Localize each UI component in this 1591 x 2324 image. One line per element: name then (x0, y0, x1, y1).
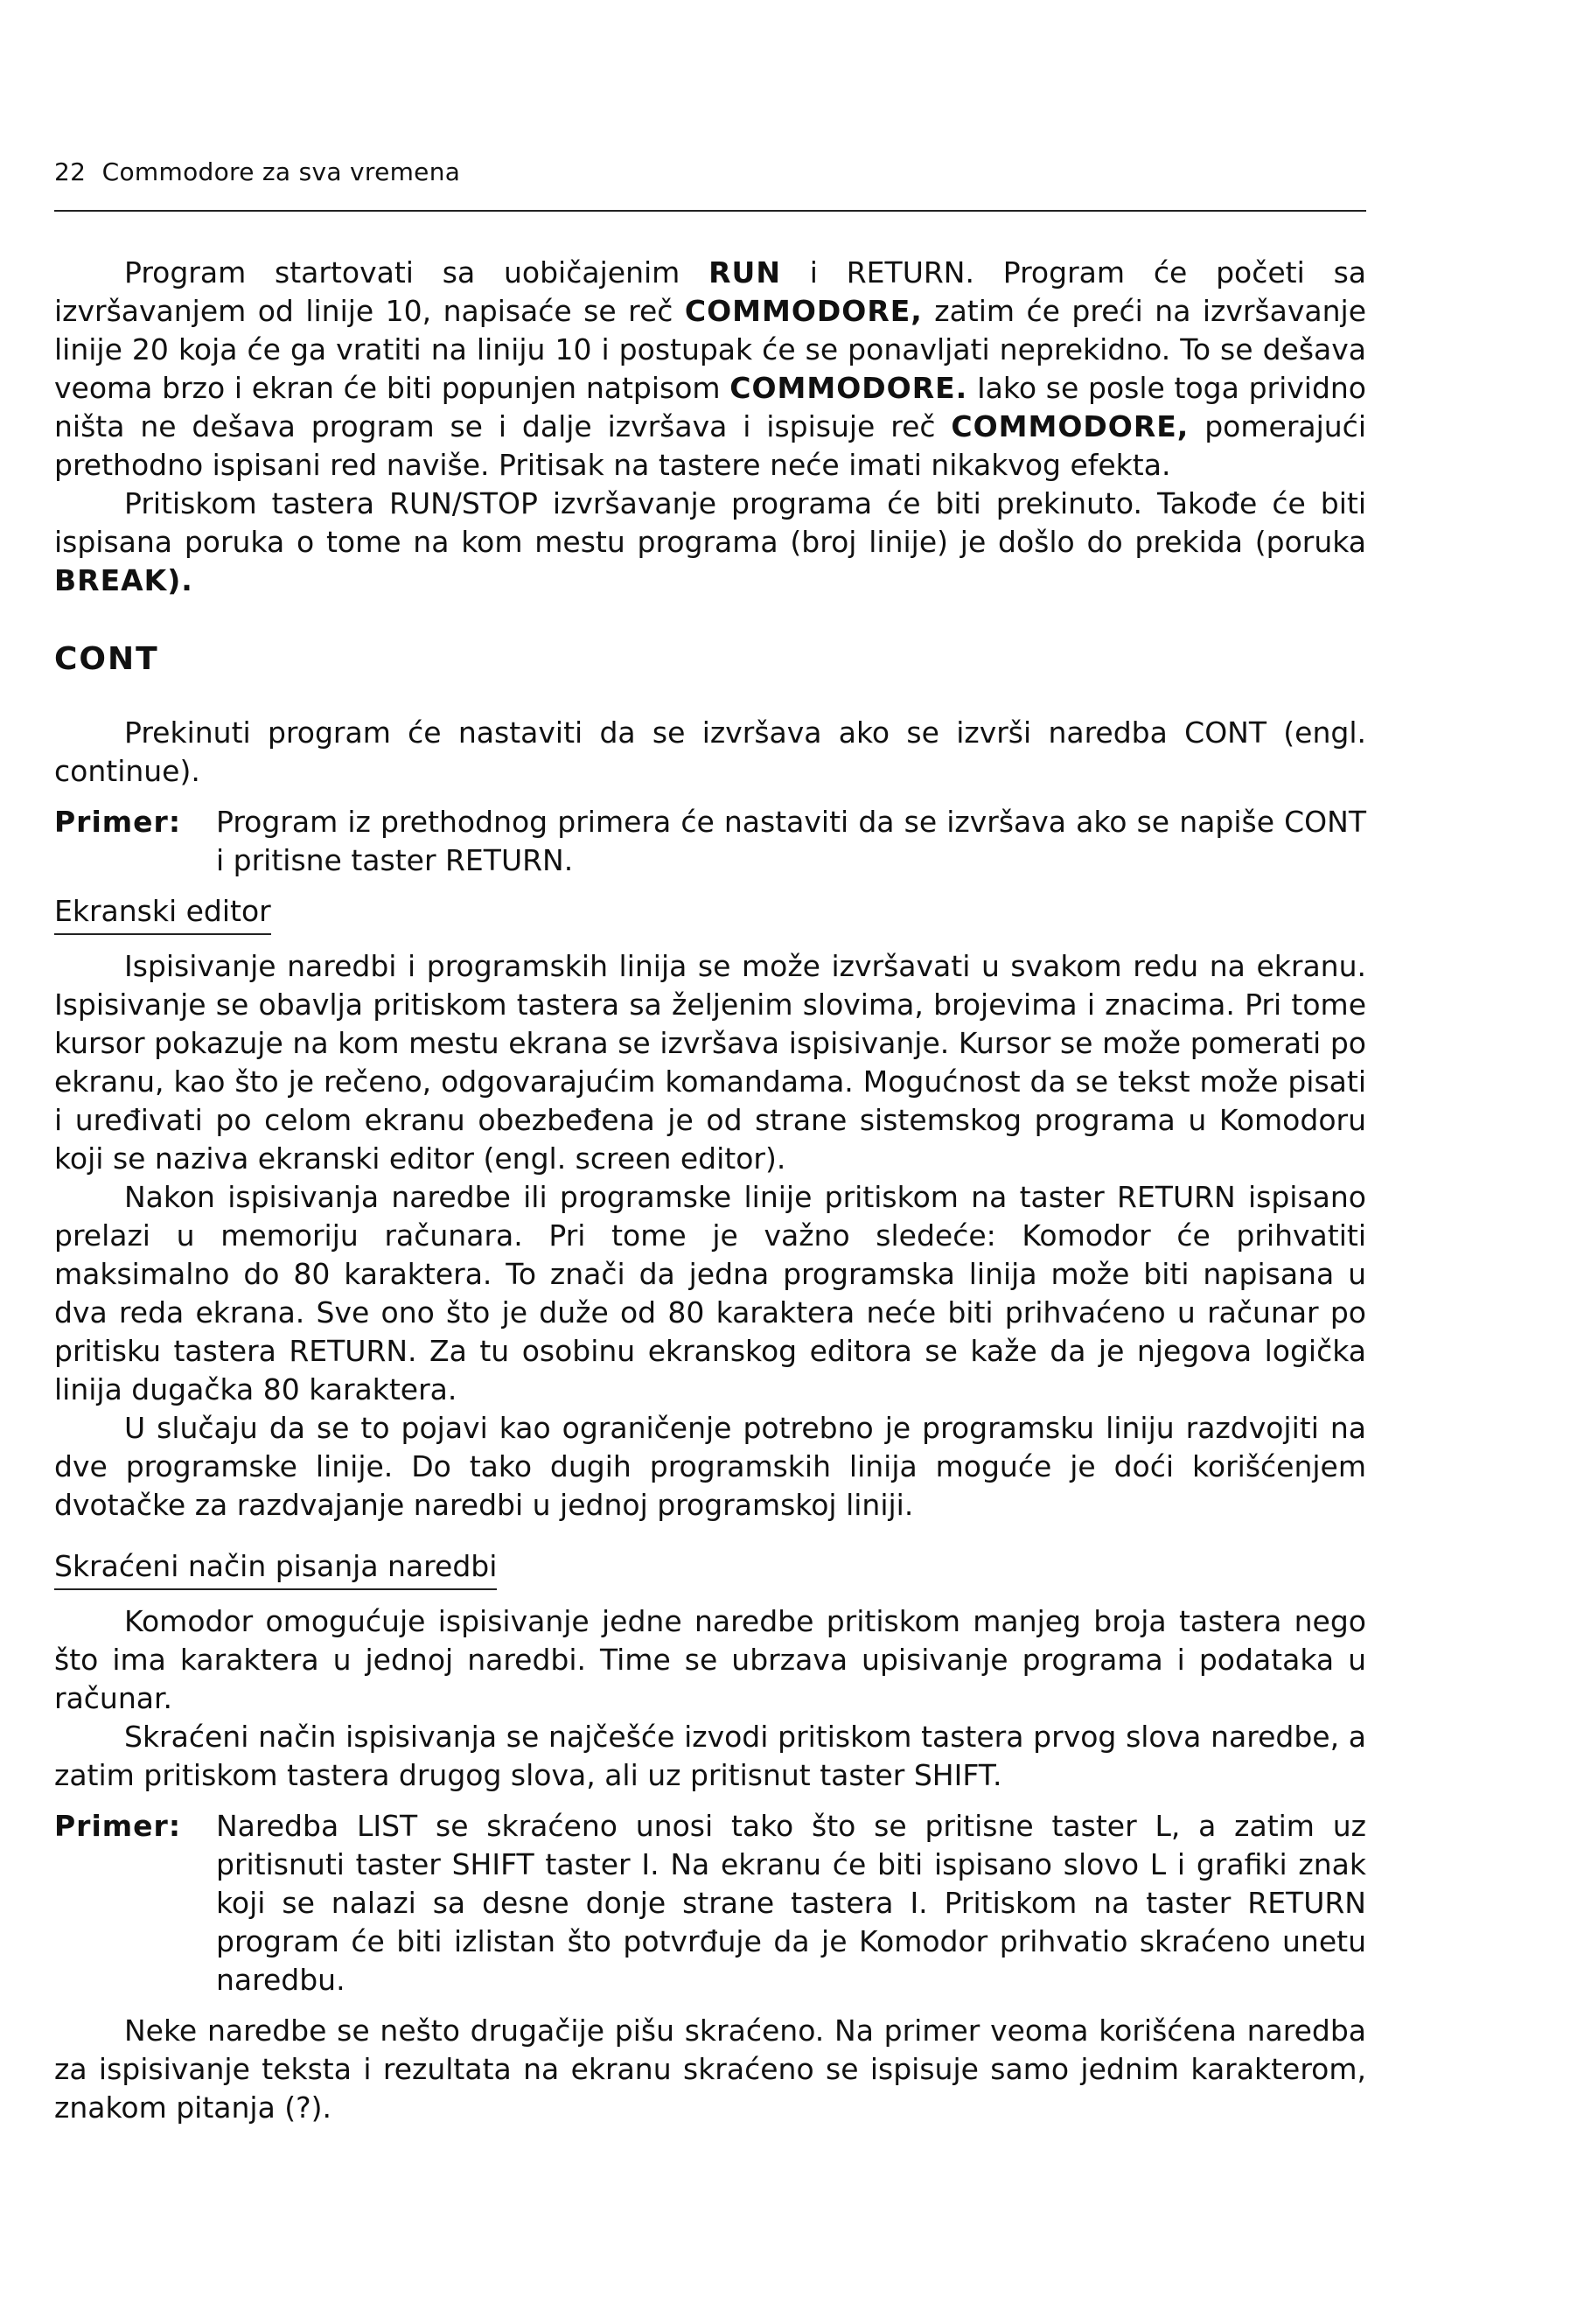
book-title: Commodore za sva vremena (101, 157, 461, 186)
paragraph-run-stop: Pritiskom tastera RUN/STOP izvršavanje programa će biti prekinuto. Takođe će biti ispisana poruka o tome na kom mestu programa (broj linije) je došlo do prekida (poruka BREAK). (54, 486, 1366, 597)
example-label: Primer: (54, 1809, 182, 1843)
section-heading-cont: CONT (54, 641, 159, 677)
paragraph-run-program: Program startovati sa uobičajenim RUN i RETURN. Program će početi sa izvršavanjem od linije 10, napisaće se reč COMMODORE, zatim će preći na izvršavanje linije 20 koja će ga vratiti na liniju 10 i postupak će se ponavljati neprekidno. To se dešava veoma brzo i ekran će biti popunjen natpisom COMMODORE. Iako se posle toga prividno ništa ne dešava program se i dalje izvršava i ispisuje reč COMMODORE, pomerajući prethodno ispisani red naviše. Pritisak na tastere neće imati nikakvog efekta. (54, 255, 1367, 482)
keyword-commodore: COMMODORE, (684, 294, 923, 328)
keyword-run: RUN (708, 255, 781, 290)
keyword-break: BREAK). (54, 563, 193, 597)
example-text: Program iz prethodnog primera će nastaviti da se izvršava ako se napiše CONT i pritisne taster RETURN. (216, 805, 1366, 877)
header-rule (54, 210, 1366, 212)
paragraph-shift: Skraćeni način ispisivanja se najčešće izvodi pritiskom tastera prvog slova naredbe, a zatim pritiskom tastera drugog slova, ali uz pritisnut taster SHIFT. (54, 1720, 1366, 1792)
example-label: Primer: (54, 805, 182, 839)
paragraph-80-characters: Nakon ispisivanja naredbe ili programske linije pritiskom na taster RETURN ispisano prelazi u memoriju računara. Pri tome je važno sledeće: Komodor će prihvatiti maksimalno do 80 karaktera. To znači da jedna programska linija može biti napisana u dva reda ekrana. Sve ono što je duže od 80 karaktera neće biti prihvaćeno u računar po pritisku tastera RETURN. Za tu osobinu ekranskog editora se kaže da je njegova logička linija dugačka 80 karaktera. (54, 1180, 1366, 1406)
paragraph-screen-editor: Ispisivanje naredbi i programskih linija se može izvršavati u svakom redu na ekranu. Ispisivanje se obavlja pritiskom tastera sa željenim slovima, brojevima i znacima. Pri tome kursor pokazuje na kom mestu ekrana se izvršava ispisivanje. Kursor se može pomerati po ekranu, kao što je rečeno, odgovarajućim komandama. Mogućnost da se tekst može pisati i uređivati po celom ekranu obezbeđena je od strane sistemskog programa u Komodoru koji se naziva ekranski editor (engl. screen editor). (54, 949, 1366, 1176)
example-text: Naredba LIST se skraćeno unosi tako što se pritisne taster L, a zatim uz pritisnuti taster SHIFT taster I. Na ekranu će biti ispisano slovo L i grafiki znak koji se nalazi sa desne donje strane tastera I. Pritiskom na taster RETURN program će biti izlistan što potvrđuje da je Komodor prihvatio skraćeno unetu naredbu. (216, 1809, 1366, 1997)
paragraph-abbreviations: Komodor omogućuje ispisivanje jedne naredbe pritiskom manjeg broja tastera nego što ima karaktera u jednoj naredbi. Time se ubrzava upisivanje programa i podataka u računar. (54, 1604, 1366, 1715)
example-block (54, 1807, 1366, 1999)
paragraph-cont: Prekinuti program će nastaviti da se izvršava ako se izvrši naredba CONT (engl. continue). (54, 715, 1366, 788)
page-number: 22 (54, 157, 87, 186)
keyword-commodore: COMMODORE, (951, 409, 1190, 443)
paragraph-split-lines: U slučaju da se to pojavi kao ograničenje potrebno je programsku liniju razdvojiti na dve programske linije. Do tako dugih programskih linija moguće je doći korišćenjem dvotačke za razdvajanje naredbi u jednoj programskoj liniji. (54, 1411, 1366, 1522)
example-block (54, 803, 1366, 880)
keyword-commodore: COMMODORE. (729, 371, 968, 405)
page-body (54, 254, 1366, 2127)
section-heading-screen-editor: Ekranski editor (54, 892, 271, 935)
running-head (54, 157, 460, 186)
section-heading-abbreviations: Skraćeni način pisanja naredbi (54, 1547, 497, 1590)
paragraph-question-mark: Neke naredbe se nešto drugačije pišu skraćeno. Na primer veoma korišćena naredba za ispisivanje teksta i rezultata na ekranu skraćeno se ispisuje samo jednim karakterom, znakom pitanja (?). (54, 2013, 1366, 2125)
